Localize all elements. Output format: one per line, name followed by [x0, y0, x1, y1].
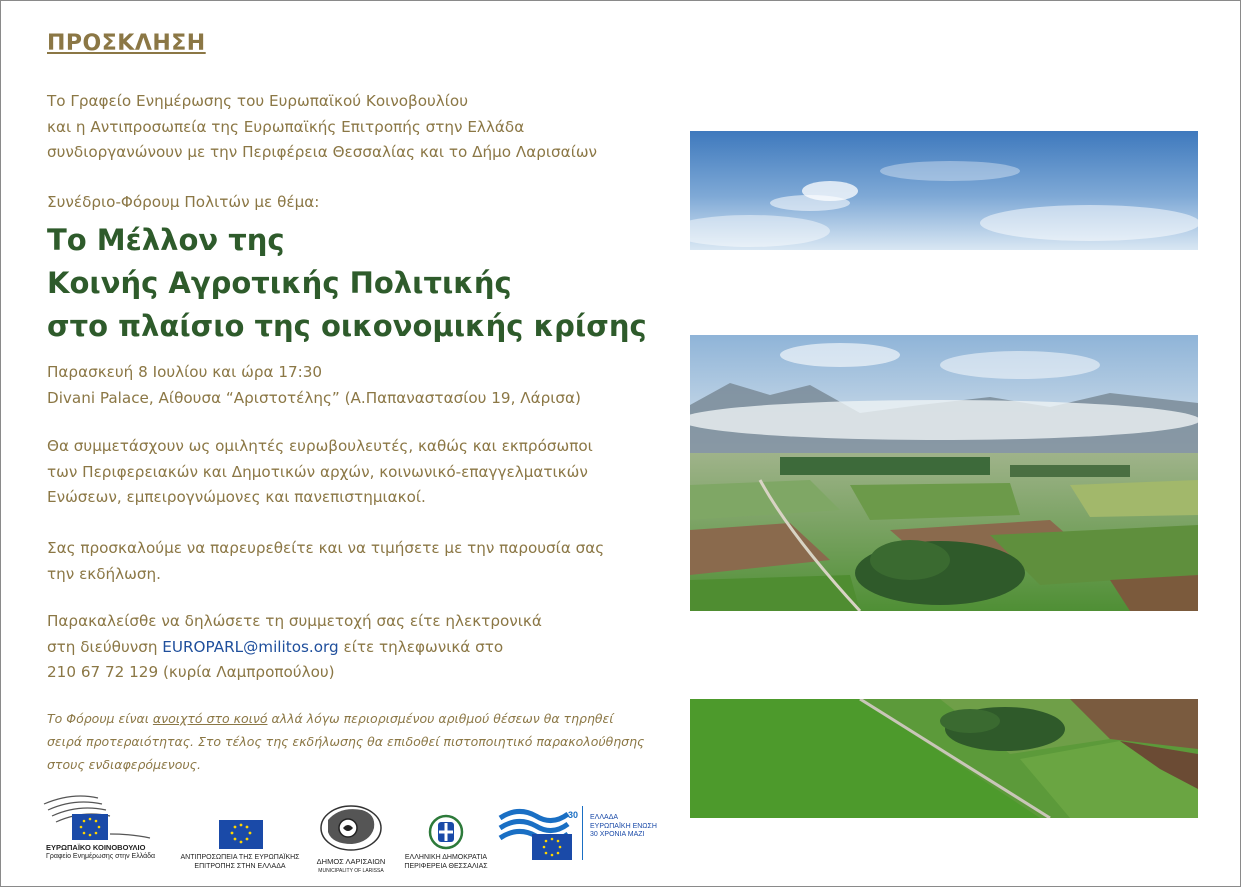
anniversary-text	[590, 814, 657, 840]
anniv-line2: ΕΥΡΩΠΑΪΚΗ ΕΝΩΣΗ	[590, 822, 657, 830]
note-line: σειρά προτεραιότητας. Στο τέλος της εκδήλωσης θα επιδοθεί πιστοποιητικό παρακολούθησης	[47, 734, 645, 749]
intro-paragraph	[47, 89, 597, 166]
greek-coat-of-arms-icon	[402, 814, 490, 850]
eu-flag-icon	[180, 818, 300, 850]
rsvp-email-link[interactable]: EUROPARL@militos.org	[162, 637, 339, 656]
larissa-seal-icon	[310, 802, 392, 854]
topic-line: Το Μέλλον της	[47, 223, 285, 257]
note-open-to-public: ανοιχτό στο κοινό	[152, 711, 268, 726]
parliament-emblem-icon	[42, 790, 154, 840]
participants-paragraph	[47, 434, 593, 511]
rsvp-line: Παρακαλείσθε να δηλώσετε τη συμμετοχή σας είτε ηλεκτρονικά	[47, 612, 542, 630]
region-thessaly-logo	[402, 814, 490, 874]
logo-divider	[582, 806, 583, 860]
event-topic	[47, 219, 647, 348]
event-where: Divani Palace, Αίθουσα “Αριστοτέλης” (Α.Παπαναστασίου 19, Λάρισα)	[47, 388, 581, 407]
region-logo-line1: ΕΛΛΗΝΙΚΗ ΔΗΜΟΚΡΑΤΙΑ	[404, 854, 488, 861]
note-suffix: αλλά λόγω περιορισμένου αριθμού θέσεων θα τηρηθεί	[267, 711, 614, 726]
fields-photo	[690, 699, 1198, 818]
ep-logo-title: ΕΥΡΩΠΑΪΚΟ ΚΟΙΝΟΒΟΥΛΙΟ	[46, 843, 146, 852]
rsvp-prefix: στη διεύθυνση	[47, 637, 163, 656]
note-line	[47, 707, 644, 730]
participants-line: Ενώσεων, εμπειρογνώμονες και πανεπιστημιακοί.	[47, 488, 426, 506]
greece-eu-30-years-logo	[498, 804, 673, 864]
invitation-line: Σας προσκαλούμε να παρευρεθείτε και να τιμήσετε με την παρουσία σας	[47, 539, 605, 557]
topic-line: στο πλαίσιο της οικονομικής κρίσης	[47, 309, 647, 343]
region-logo-line2: ΠΕΡΙΦΕΡΕΙΑ ΘΕΣΣΑΛΙΑΣ	[404, 862, 488, 870]
participants-line: των Περιφερειακών και Δημοτικών αρχών, κοινωνικό-επαγγελματικών	[47, 462, 588, 481]
participants-line: Θα συμμετάσχουν ως ομιλητές ευρωβουλευτές, καθώς και εκπρόσωποι	[47, 437, 593, 455]
ep-logo-subtitle: Γραφείο Ενημέρωσης στην Ελλάδα	[46, 852, 156, 860]
event-subtitle: Συνέδριο-Φόρουμ Πολιτών με θέμα:	[47, 193, 320, 211]
event-when: Παρασκευή 8 Ιουλίου και ώρα 17:30	[47, 363, 323, 381]
invitation-line: την εκδήλωση.	[47, 564, 161, 583]
topic-line: Κοινής Αγροτικής Πολιτικής	[47, 266, 512, 300]
event-details	[47, 360, 581, 411]
note-prefix: Το Φόρουμ είναι	[47, 711, 153, 726]
rsvp-line	[47, 635, 542, 661]
dimos-logo-title: ΔΗΜΟΣ ΛΑΡΙΣΑΙΩΝ	[316, 857, 386, 866]
anniversary-number: 30	[568, 810, 579, 820]
intro-line: Το Γραφείο Ενημέρωσης του Ευρωπαϊκού Κοινοβουλίου	[47, 92, 469, 110]
ec-representation-logo	[180, 818, 300, 874]
forum-note	[47, 707, 644, 776]
anniv-line1: ΕΛΛΑΔΑ	[590, 814, 619, 821]
dimos-logo-subtitle: MUNICIPALITY OF LARISSA	[318, 867, 384, 874]
anniv-line3: 30 ΧΡΟΝΙΑ ΜΑΖΙ	[590, 831, 645, 838]
sky-photo	[690, 131, 1198, 250]
dimos-larisaion-logo	[310, 802, 392, 878]
invitation-paragraph	[47, 536, 604, 587]
rsvp-paragraph	[47, 609, 542, 686]
rsvp-suffix: είτε τηλεφωνικά στο	[338, 637, 504, 656]
intro-line: και η Αντιπροσωπεία της Ευρωπαϊκής Επιτροπής στην Ελλάδα	[47, 117, 525, 136]
rsvp-phone: 210 67 72 129 (κυρία Λαμπροπούλου)	[47, 663, 335, 681]
intro-line: συνδιοργανώνουν με την Περιφέρεια Θεσσαλίας και το Δήμο Λαρισαίων	[47, 143, 598, 161]
note-line: στους ενδιαφερόμενους.	[47, 757, 201, 772]
ec-logo-line2: ΕΠΙΤΡΟΠΗΣ ΣΤΗΝ ΕΛΛΑΔΑ	[194, 862, 286, 870]
ec-logo-line1: ΑΝΤΙΠΡΟΣΩΠΕΙΑ ΤΗΣ ΕΥΡΩΠΑΪΚΗΣ	[180, 854, 300, 861]
invitation-heading: ΠΡΟΣΚΛΗΣΗ	[47, 31, 206, 56]
landscape-photo	[690, 335, 1198, 611]
european-parliament-logo	[42, 790, 154, 874]
